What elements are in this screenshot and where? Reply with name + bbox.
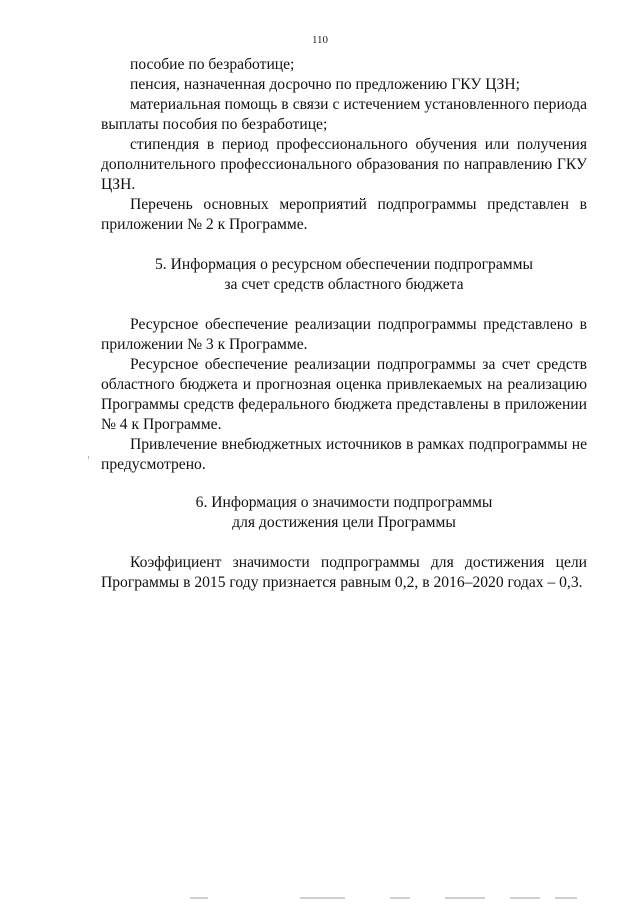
section-6-paragraph: Коэффициент значимости подпрограммы для достижения цели Программы в 2015 году признается равным 0,2, в 2016–2020 годах – 0,3.	[101, 554, 587, 591]
page-number: 110	[311, 34, 329, 46]
section-5-subtitle: за счет средств областного бюджета	[224, 276, 464, 293]
list-item-unemployment-benefit: пособие по безработице;	[130, 56, 295, 73]
list-item-stipend: стипендия в период профессионального обучения или получения дополнительного профессионального образования по направлению ГКУ ЦЗН.	[101, 136, 587, 193]
scan-bottom-marks	[190, 897, 590, 901]
section-5-paragraph: Ресурсное обеспечение реализации подпрограммы представлено в приложении № 3 к Программе.	[101, 316, 587, 353]
section-6-subtitle: для достижения цели Программы	[232, 514, 456, 531]
scan-speck	[88, 456, 89, 459]
document-body	[101, 55, 587, 593]
paragraph-activities-list: Перечень основных мероприятий подпрограммы представлен в приложении № 2 к Программе.	[101, 196, 587, 233]
section-5-paragraph: Ресурсное обеспечение реализации подпрограммы за счет средств областного бюджета и прогнозная оценка привлекаемых на реализацию Программы средств федерального бюджета представлены в приложении № 4 к Программе.	[101, 356, 587, 433]
list-item-material-aid: материальная помощь в связи с истечением установленного периода выплаты пособия по безработице;	[101, 96, 587, 133]
section-6-title: 6. Информация о значимости подпрограммы	[195, 494, 493, 511]
list-item-early-pension: пенсия, назначенная досрочно по предложению ГКУ ЦЗН;	[130, 76, 520, 93]
section-5-title: 5. Информация о ресурсном обеспечении подпрограммы	[155, 256, 533, 273]
section-5-paragraph: Привлечение внебюджетных источников в рамках подпрограммы не предусмотрено.	[101, 436, 587, 473]
